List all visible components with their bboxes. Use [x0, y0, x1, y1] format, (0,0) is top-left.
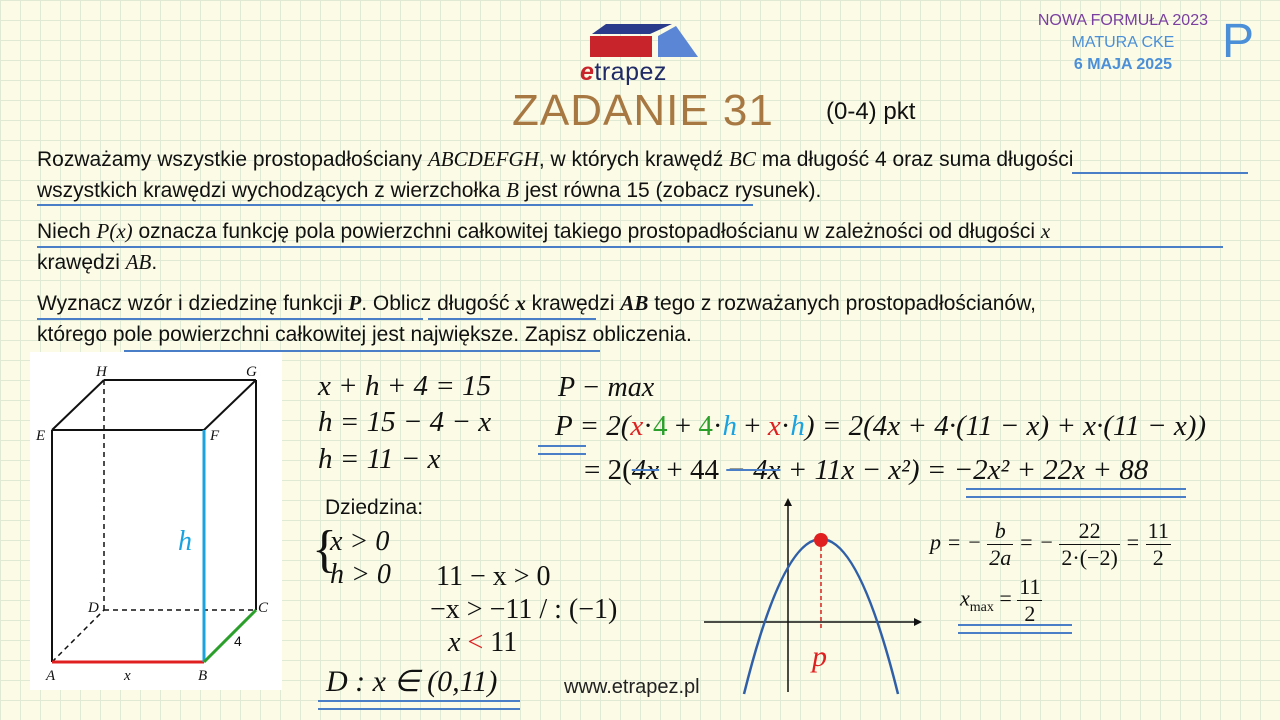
underline: [428, 318, 596, 320]
double-underline: [538, 445, 586, 455]
vertex-H: H: [96, 364, 107, 380]
vertex-E: E: [36, 428, 46, 444]
double-underline: [958, 624, 1072, 634]
vertex-A: A: [46, 668, 56, 684]
task-points: (0-4) pkt: [826, 98, 916, 125]
underline: [1072, 172, 1248, 174]
p-formula-line-1: P = 2(x·4 + 4·h + x·h) = 2(4x + 4·(11 − x) + x·(11 − x)): [555, 410, 1207, 442]
vertex-formula: p = − $\frac{b}{2a}$ = − $\frac{22}{2\cdot(-2)}$ = $\frac{11}{2}$: [930, 518, 1169, 570]
p-max: P − max: [558, 372, 655, 403]
ineq-3: x < 11: [448, 627, 518, 658]
task-paragraph-1: Rozważamy wszystkie prostopadłościany ABCDEFGH, w których krawędź BC ma długość 4 oraz suma długości wszystkich krawędzi wychodzących z wierzchołka B jest równa 15 (zobacz rysunek).: [37, 147, 1074, 202]
underline: [37, 204, 753, 206]
label-x: x: [124, 668, 131, 684]
eq-h1: h = 15 − 4 − x: [318, 406, 492, 438]
level-letter: P: [1221, 15, 1254, 68]
logo-text: etrapez: [580, 58, 667, 86]
vertex-G: G: [246, 364, 257, 380]
etrapez-logo: [580, 12, 705, 90]
exam-date: 6 MAJA 2025: [1073, 56, 1172, 73]
vertex-C: C: [258, 600, 269, 616]
task-paragraph-2: Niech P(x) oznacza funkcję pola powierzchni całkowitej takiego prostopadłościanu w zależności od długości x krawędzi AB.: [37, 219, 1051, 274]
underline: [37, 318, 423, 320]
website-footer: www.etrapez.pl: [564, 676, 700, 698]
exam-formula: NOWA FORMUŁA 2023: [1037, 12, 1208, 29]
exam-info: [1038, 10, 1208, 76]
parabola-graph: [700, 498, 922, 698]
vertex-F: F: [210, 428, 220, 444]
ineq-1: 11 − x > 0: [436, 561, 551, 592]
vertex-D: D: [88, 600, 99, 616]
system-brace: {: [312, 521, 337, 578]
cuboid-figure: [30, 352, 282, 690]
eq-h2: h = 11 − x: [318, 443, 441, 475]
label-4: 4: [234, 633, 242, 649]
vertex-B: B: [198, 668, 208, 684]
ineq-2: −x > −11 / : (−1): [430, 594, 618, 625]
label-h: h: [178, 526, 192, 557]
domain-cond-x: x > 0: [330, 526, 390, 557]
double-underline: [966, 488, 1186, 498]
x-max-formula: $x_{max}$ = $\frac{11}{2}$: [960, 574, 1041, 626]
underline: [37, 246, 1223, 248]
domain-result: D : x ∈ (0,11): [326, 665, 498, 698]
domain-label: Dziedzina:: [325, 496, 424, 519]
domain-cond-h: h > 0: [330, 559, 391, 590]
task-title: ZADANIE 31: [512, 86, 774, 135]
parabola-drawing: [700, 498, 922, 698]
exam-name: MATURA CKE: [1071, 34, 1175, 51]
p-formula-line-2: = 2(4x + 44 − 4x + 11x − x²) = −2x² + 22x + 88: [584, 454, 1149, 486]
task-paragraph-3: Wyznacz wzór i dziedzinę funkcji P. Oblicz długość x krawędzi AB tego z rozważanych prostopadłościanów, którego pole powierzchni całkowitej jest największe. Zapisz obliczenia.: [37, 291, 1036, 346]
cuboid-drawing: [30, 352, 282, 690]
double-underline: [318, 700, 520, 710]
graph-label-p: p: [812, 640, 827, 673]
eq-sum: x + h + 4 = 15: [318, 370, 492, 402]
